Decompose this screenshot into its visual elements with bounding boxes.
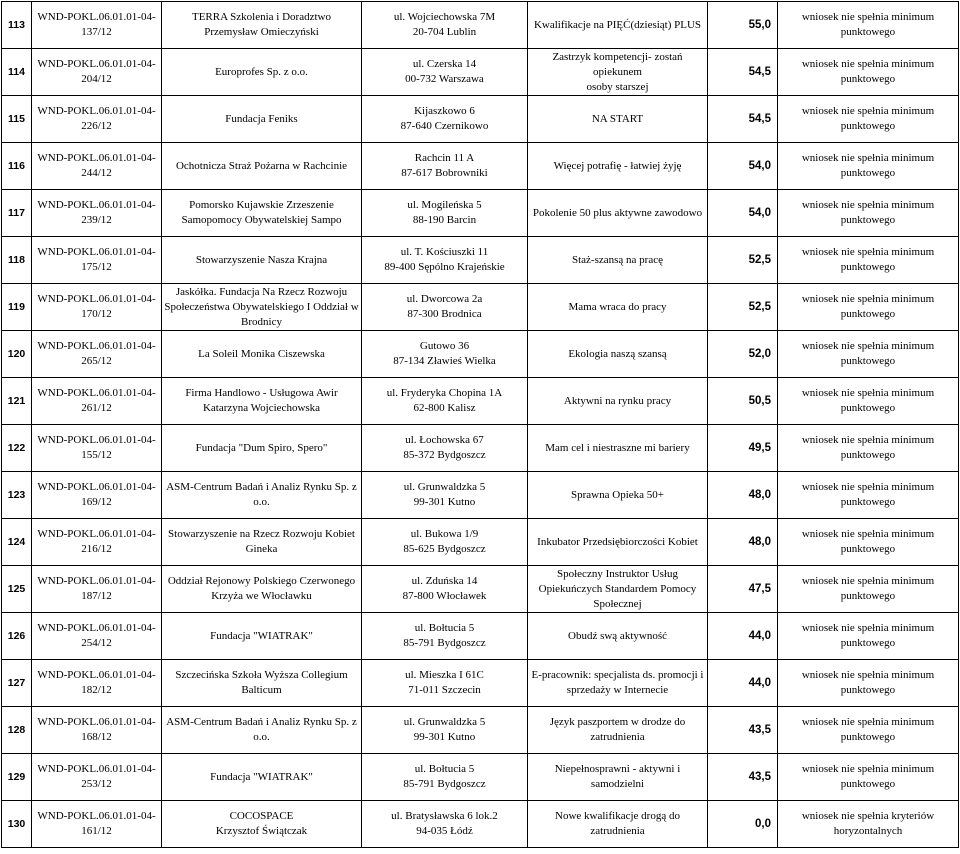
status-note-cell (778, 707, 959, 754)
application-number-cell (32, 566, 162, 613)
status-note: wniosek nie spełnia minimum punktowego (801, 716, 935, 743)
applicant-address-cell (362, 566, 528, 613)
application-number: WND-POKL.06.01.01-04- 204/12 (37, 58, 156, 85)
points: 52,5 (748, 253, 771, 266)
application-number-cell (32, 190, 162, 237)
row-number: 127 (7, 676, 26, 689)
status-note: wniosek nie spełnia minimum punktowego (801, 152, 935, 179)
status-note-cell (778, 519, 959, 566)
application-number-cell (32, 707, 162, 754)
applicant-name: Fundacja "WIATRAK" (210, 629, 313, 642)
points-cell (708, 284, 778, 331)
project-title-cell (528, 707, 708, 754)
table-row (2, 707, 959, 754)
application-number-cell (32, 143, 162, 190)
applicant-name-cell (162, 331, 362, 378)
applicant-address: ul. T. Kościuszki 11 89-400 Sępólno Krajeńskie (384, 246, 505, 273)
applicant-name: Oddział Rejonowy Polskiego Czerwonego Krzyża we Włocławku (167, 575, 356, 602)
row-number: 120 (7, 347, 26, 360)
table-row (2, 754, 959, 801)
row-number-cell (2, 2, 32, 49)
project-title: Ekologia naszą szansą (568, 347, 667, 360)
applicant-address: ul. Fryderyka Chopina 1A 62-800 Kalisz (386, 387, 503, 414)
status-note: wniosek nie spełnia minimum punktowego (801, 246, 935, 273)
applicant-name-cell (162, 378, 362, 425)
project-title: Staż-szansą na pracę (571, 253, 663, 266)
applicant-address-cell (362, 425, 528, 472)
points-cell (708, 331, 778, 378)
application-number: WND-POKL.06.01.01-04- 169/12 (37, 481, 156, 508)
project-title-cell (528, 613, 708, 660)
applicant-address-cell (362, 801, 528, 848)
applicant-name-cell (162, 237, 362, 284)
status-note-cell (778, 613, 959, 660)
points-cell (708, 472, 778, 519)
row-number-cell (2, 472, 32, 519)
applicant-address-cell (362, 660, 528, 707)
application-number: WND-POKL.06.01.01-04- 216/12 (37, 528, 156, 555)
project-title-cell (528, 237, 708, 284)
row-number: 122 (7, 441, 26, 454)
applicant-address: ul. Bołtucia 5 85-791 Bydgoszcz (403, 622, 486, 649)
applicant-address-cell (362, 143, 528, 190)
project-title-cell (528, 519, 708, 566)
applicant-name: COCOSPACE Krzysztof Świątczak (215, 810, 308, 837)
application-number-cell (32, 801, 162, 848)
table-row (2, 660, 959, 707)
status-note-cell (778, 331, 959, 378)
table-row (2, 519, 959, 566)
project-title: Zastrzyk kompetencji- zostań opiekunem osoby starszej (552, 50, 683, 93)
status-note: wniosek nie spełnia minimum punktowego (801, 11, 935, 38)
row-number: 115 (8, 112, 25, 125)
applicant-address-cell (362, 190, 528, 237)
row-number-cell (2, 613, 32, 660)
status-note: wniosek nie spełnia minimum punktowego (801, 199, 935, 226)
application-number: WND-POKL.06.01.01-04- 168/12 (37, 716, 156, 743)
results-table-body (2, 2, 959, 848)
status-note: wniosek nie spełnia minimum punktowego (801, 58, 935, 85)
applicant-address-cell (362, 284, 528, 331)
applicant-name: La Soleil Monika Ciszewska (198, 347, 325, 360)
points: 55,0 (748, 18, 771, 31)
status-note-cell (778, 49, 959, 96)
row-number: 126 (7, 629, 26, 642)
row-number-cell (2, 143, 32, 190)
application-number-cell (32, 754, 162, 801)
applicant-name-cell (162, 143, 362, 190)
row-number-cell (2, 707, 32, 754)
status-note-cell (778, 754, 959, 801)
points-cell (708, 613, 778, 660)
application-number: WND-POKL.06.01.01-04- 265/12 (37, 340, 156, 367)
applicant-name-cell (162, 49, 362, 96)
project-title: Pokolenie 50 plus aktywne zawodowo (532, 206, 703, 219)
table-row (2, 96, 959, 143)
status-note: wniosek nie spełnia minimum punktowego (801, 575, 935, 602)
table-row (2, 190, 959, 237)
row-number: 128 (7, 723, 26, 736)
status-note-cell (778, 378, 959, 425)
status-note: wniosek nie spełnia minimum punktowego (801, 293, 935, 320)
applicant-name: Fundacja "WIATRAK" (210, 770, 313, 783)
points-cell (708, 190, 778, 237)
applicant-name: Fundacja "Dum Spiro, Spero" (195, 441, 328, 454)
points: 54,0 (748, 206, 771, 219)
row-number: 113 (8, 18, 25, 31)
project-title: Mam cel i niestraszne mi bariery (545, 441, 690, 454)
table-row (2, 331, 959, 378)
project-title: Kwalifikacje na PIĘĆ(dziesiąt) PLUS (533, 18, 702, 31)
application-number-cell (32, 284, 162, 331)
results-table (1, 1, 959, 848)
applicant-address-cell (362, 613, 528, 660)
row-number-cell (2, 331, 32, 378)
status-note: wniosek nie spełnia minimum punktowego (801, 105, 935, 132)
row-number-cell (2, 801, 32, 848)
applicant-name-cell (162, 425, 362, 472)
project-title-cell (528, 566, 708, 613)
application-number: WND-POKL.06.01.01-04- 261/12 (37, 387, 156, 414)
points: 44,0 (748, 629, 771, 642)
status-note: wniosek nie spełnia minimum punktowego (801, 763, 935, 790)
project-title-cell (528, 378, 708, 425)
status-note-cell (778, 566, 959, 613)
points: 48,0 (748, 535, 771, 548)
applicant-name-cell (162, 472, 362, 519)
applicant-name-cell (162, 613, 362, 660)
status-note: wniosek nie spełnia minimum punktowego (801, 622, 935, 649)
points-cell (708, 660, 778, 707)
project-title-cell (528, 2, 708, 49)
application-number-cell (32, 331, 162, 378)
project-title: NA START (591, 112, 644, 125)
applicant-name-cell (162, 519, 362, 566)
points: 43,5 (748, 723, 771, 736)
project-title: Nowe kwalifikacje drogą do zatrudnienia (555, 810, 680, 837)
points-cell (708, 566, 778, 613)
applicant-address: ul. Bołtucia 5 85-791 Bydgoszcz (403, 763, 486, 790)
applicant-name-cell (162, 284, 362, 331)
row-number-cell (2, 378, 32, 425)
applicant-address-cell (362, 237, 528, 284)
table-row (2, 237, 959, 284)
points-cell (708, 2, 778, 49)
application-number: WND-POKL.06.01.01-04- 175/12 (37, 246, 156, 273)
applicant-name: Stowarzyszenie Nasza Krajna (195, 253, 328, 266)
applicant-address: ul. Czerska 14 00-732 Warszawa (405, 58, 484, 85)
status-note-cell (778, 801, 959, 848)
application-number: WND-POKL.06.01.01-04- 170/12 (37, 293, 156, 320)
applicant-address-cell (362, 472, 528, 519)
row-number-cell (2, 190, 32, 237)
applicant-address: Gutowo 36 87-134 Zławieś Wielka (393, 340, 496, 367)
application-number: WND-POKL.06.01.01-04- 182/12 (37, 669, 156, 696)
application-number-cell (32, 519, 162, 566)
row-number: 114 (8, 65, 25, 78)
points: 54,0 (748, 159, 771, 172)
status-note: wniosek nie spełnia minimum punktowego (801, 387, 935, 414)
project-title-cell (528, 96, 708, 143)
points: 54,5 (748, 112, 771, 125)
points: 52,5 (748, 300, 771, 313)
applicant-name: Ochotnicza Straż Pożarna w Rachcinie (175, 159, 348, 172)
status-note: wniosek nie spełnia minimum punktowego (801, 481, 935, 508)
applicant-address: ul. Wojciechowska 7M 20-704 Lublin (393, 11, 496, 38)
application-number: WND-POKL.06.01.01-04- 137/12 (37, 11, 156, 38)
row-number: 129 (7, 770, 26, 783)
row-number: 116 (8, 159, 25, 172)
applicant-address: ul. Grunwaldzka 5 99-301 Kutno (403, 716, 486, 743)
applicant-address: ul. Dworcowa 2a 87-300 Brodnica (406, 293, 483, 320)
project-title: E-pracownik: specjalista ds. promocji i sprzedaży w Internecie (531, 669, 704, 696)
project-title: Inkubator Przedsiębiorczości Kobiet (537, 535, 698, 548)
applicant-address-cell (362, 519, 528, 566)
status-note: wniosek nie spełnia minimum punktowego (801, 528, 935, 555)
project-title: Mama wraca do pracy (568, 300, 667, 313)
applicant-address: ul. Bukowa 1/9 85-625 Bydgoszcz (403, 528, 486, 555)
row-number-cell (2, 660, 32, 707)
points: 48,0 (748, 488, 771, 501)
applicant-name-cell (162, 660, 362, 707)
application-number: WND-POKL.06.01.01-04- 226/12 (37, 105, 156, 132)
status-note-cell (778, 143, 959, 190)
applicant-name: Stowarzyszenie na Rzecz Rozwoju Kobiet Gineka (168, 528, 355, 555)
application-number: WND-POKL.06.01.01-04- 254/12 (37, 622, 156, 649)
table-row (2, 425, 959, 472)
project-title-cell (528, 425, 708, 472)
project-title-cell (528, 472, 708, 519)
project-title: Obudź swą aktywność (568, 629, 667, 642)
applicant-address-cell (362, 754, 528, 801)
application-number-cell (32, 2, 162, 49)
points-cell (708, 801, 778, 848)
status-note: wniosek nie spełnia minimum punktowego (801, 340, 935, 367)
project-title-cell (528, 660, 708, 707)
applicant-address: ul. Mieszka I 61C 71-011 Szczecin (405, 669, 484, 696)
row-number-cell (2, 49, 32, 96)
application-number: WND-POKL.06.01.01-04- 187/12 (37, 575, 156, 602)
applicant-address-cell (362, 96, 528, 143)
application-number-cell (32, 613, 162, 660)
applicant-name: TERRA Szkolenia i Doradztwo Przemysław Omieczyński (191, 11, 331, 38)
row-number-cell (2, 425, 32, 472)
points: 54,5 (748, 65, 771, 78)
row-number-cell (2, 519, 32, 566)
application-number: WND-POKL.06.01.01-04- 239/12 (37, 199, 156, 226)
applicant-address-cell (362, 378, 528, 425)
row-number-cell (2, 96, 32, 143)
points-cell (708, 425, 778, 472)
row-number-cell (2, 566, 32, 613)
applicant-name: Europrofes Sp. z o.o. (215, 65, 308, 78)
table-row (2, 566, 959, 613)
row-number: 118 (8, 253, 25, 266)
project-title-cell (528, 754, 708, 801)
applicant-address: ul. Zduńska 14 87-800 Włocławek (402, 575, 487, 602)
table-row (2, 2, 959, 49)
table-row (2, 143, 959, 190)
points: 43,5 (748, 770, 771, 783)
row-number: 130 (7, 817, 26, 830)
applicant-address-cell (362, 49, 528, 96)
application-number-cell (32, 425, 162, 472)
applicant-name-cell (162, 801, 362, 848)
applicant-address: ul. Łochowska 67 85-372 Bydgoszcz (403, 434, 486, 461)
applicant-address: ul. Mogileńska 5 88-190 Barcin (407, 199, 482, 226)
row-number-cell (2, 237, 32, 284)
project-title-cell (528, 801, 708, 848)
status-note-cell (778, 190, 959, 237)
status-note: wniosek nie spełnia kryteriów horyzontalnych (801, 810, 935, 837)
project-title: Społeczny Instruktor Usług Opiekuńczych Standardem Pomocy Społecznej (538, 567, 697, 610)
application-number-cell (32, 472, 162, 519)
applicant-name: ASM-Centrum Badań i Analiz Rynku Sp. z o.o. (166, 481, 357, 508)
status-note: wniosek nie spełnia minimum punktowego (801, 434, 935, 461)
table-row (2, 472, 959, 519)
table-row (2, 378, 959, 425)
table-row (2, 49, 959, 96)
applicant-address: ul. Grunwaldzka 5 99-301 Kutno (403, 481, 486, 508)
table-row (2, 284, 959, 331)
application-number: WND-POKL.06.01.01-04- 161/12 (37, 810, 156, 837)
project-title-cell (528, 143, 708, 190)
points-cell (708, 143, 778, 190)
points-cell (708, 49, 778, 96)
points-cell (708, 96, 778, 143)
application-number: WND-POKL.06.01.01-04- 155/12 (37, 434, 156, 461)
points: 47,5 (748, 582, 771, 595)
row-number: 117 (8, 206, 25, 219)
applicant-address-cell (362, 331, 528, 378)
status-note-cell (778, 284, 959, 331)
applicant-name: Pomorsko Kujawskie Zrzeszenie Samopomocy Obywatelskiej Sampo (181, 199, 342, 226)
project-title-cell (528, 331, 708, 378)
applicant-name-cell (162, 566, 362, 613)
application-number-cell (32, 237, 162, 284)
points: 0,0 (755, 817, 771, 830)
project-title: Niepełnosprawni - aktywni i samodzielni (554, 763, 681, 790)
status-note: wniosek nie spełnia minimum punktowego (801, 669, 935, 696)
application-number-cell (32, 96, 162, 143)
points-cell (708, 378, 778, 425)
table-row (2, 613, 959, 660)
application-number-cell (32, 660, 162, 707)
applicant-name-cell (162, 707, 362, 754)
project-title-cell (528, 49, 708, 96)
applicant-name: Jaskółka. Fundacja Na Rzecz Rozwoju Społeczeństwa Obywatelskiego I Oddział w Brodnicy (164, 285, 359, 328)
project-title: Sprawna Opieka 50+ (571, 488, 664, 501)
applicant-address: ul. Bratysławska 6 lok.2 94-035 Łódź (391, 810, 498, 837)
points-cell (708, 707, 778, 754)
applicant-name-cell (162, 96, 362, 143)
points-cell (708, 754, 778, 801)
row-number-cell (2, 754, 32, 801)
applicant-address-cell (362, 2, 528, 49)
table-row (2, 801, 959, 848)
status-note-cell (778, 96, 959, 143)
applicant-name-cell (162, 190, 362, 237)
applicant-address-cell (362, 707, 528, 754)
points: 49,5 (748, 441, 771, 454)
project-title: Język paszportem w drodze do zatrudnienia (549, 716, 686, 743)
applicant-name-cell (162, 2, 362, 49)
row-number: 121 (7, 394, 26, 407)
applicant-name-cell (162, 754, 362, 801)
project-title: Więcej potrafię - łatwiej żyję (553, 159, 682, 172)
applicant-address: Kijaszkowo 6 87-640 Czernikowo (400, 105, 489, 132)
points-cell (708, 237, 778, 284)
application-number-cell (32, 378, 162, 425)
row-number: 123 (7, 488, 26, 501)
applicant-name: ASM-Centrum Badań i Analiz Rynku Sp. z o.o. (166, 716, 357, 743)
status-note-cell (778, 237, 959, 284)
status-note-cell (778, 425, 959, 472)
applicant-name: Firma Handlowo - Usługowa Awir Katarzyna Wojciechowska (185, 387, 338, 414)
application-number-cell (32, 49, 162, 96)
status-note-cell (778, 660, 959, 707)
points-cell (708, 519, 778, 566)
status-note-cell (778, 2, 959, 49)
status-note-cell (778, 472, 959, 519)
points: 44,0 (748, 676, 771, 689)
applicant-name: Fundacja Feniks (225, 112, 298, 125)
row-number-cell (2, 284, 32, 331)
project-title-cell (528, 190, 708, 237)
project-title: Aktywni na rynku pracy (563, 394, 672, 407)
application-number: WND-POKL.06.01.01-04- 244/12 (37, 152, 156, 179)
application-number: WND-POKL.06.01.01-04- 253/12 (37, 763, 156, 790)
applicant-address: Rachcin 11 A 87-617 Bobrowniki (401, 152, 488, 179)
applicant-name: Szczecińska Szkoła Wyższa Collegium Balticum (175, 669, 348, 696)
points: 50,5 (748, 394, 771, 407)
row-number: 125 (7, 582, 26, 595)
points: 52,0 (748, 347, 771, 360)
row-number: 119 (8, 300, 25, 313)
project-title-cell (528, 284, 708, 331)
row-number: 124 (7, 535, 26, 548)
